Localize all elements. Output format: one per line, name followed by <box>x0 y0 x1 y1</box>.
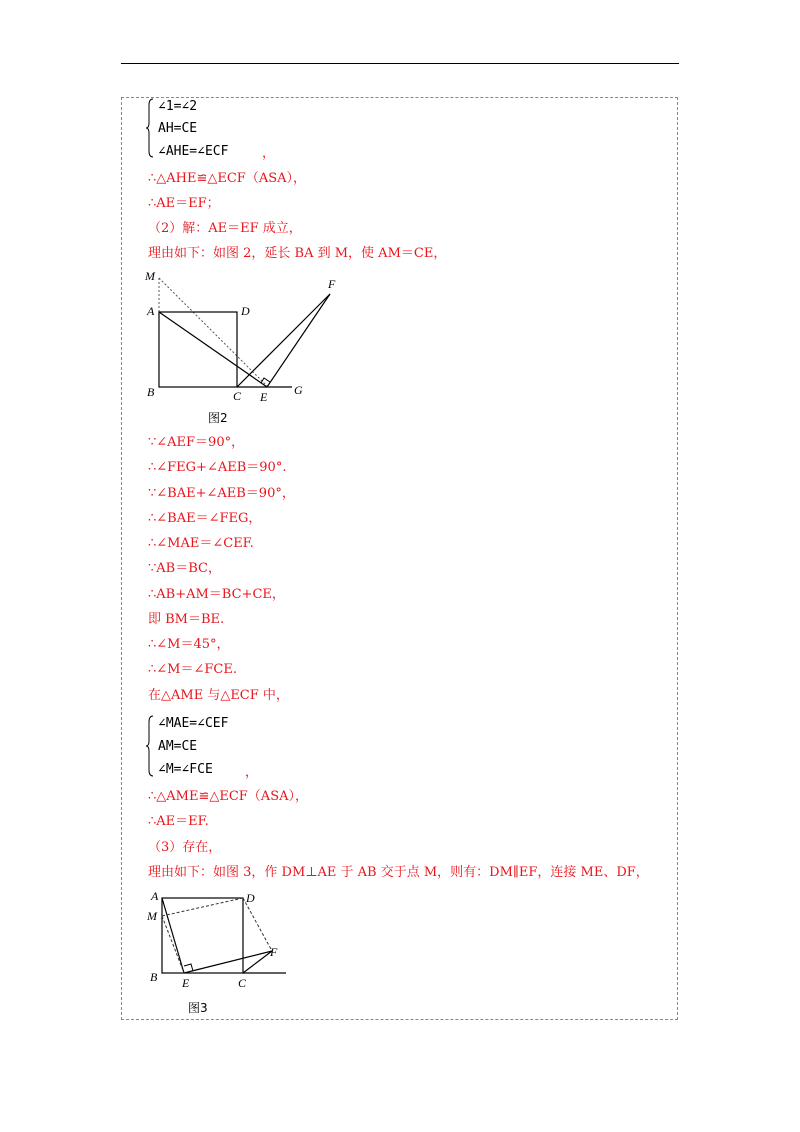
text-line-7: ∵∠BAE+∠AEB＝90°， <box>148 486 295 501</box>
figure-2 <box>140 268 340 416</box>
text-line-19: 理由如下：如图 3，作 DM⊥AE 于 AB 交于点 M，则有：DM∥EF，连接 ME、DF， <box>148 865 649 880</box>
label-d: D <box>246 891 255 905</box>
figure-3-caption: 图3 <box>188 1001 208 1015</box>
segment-cf <box>237 294 330 387</box>
text-line-12: 即 BM＝BE. <box>148 612 225 627</box>
segment-ae <box>162 898 184 973</box>
header-rule <box>121 63 679 64</box>
text-line-18: （3）存在， <box>148 840 222 855</box>
system1-row-2: AH=CE <box>158 121 198 136</box>
label-c: C <box>233 389 242 403</box>
segment-me <box>162 916 184 973</box>
text-line-2: ∴AE＝EF； <box>148 196 220 211</box>
system1-row-1: ∠1=∠2 <box>158 99 198 114</box>
square-abcd <box>159 312 237 387</box>
text-line-10: ∵AB＝BC， <box>148 561 221 576</box>
figure-2-caption: 图2 <box>208 411 228 425</box>
brace-system-1 <box>146 97 154 159</box>
label-e: E <box>182 976 190 990</box>
text-line-14: ∴∠M＝∠FCE. <box>148 662 237 677</box>
segment-ef <box>267 294 330 387</box>
text-line-9: ∴∠MAE＝∠CEF. <box>148 536 254 551</box>
segment-md <box>162 898 243 916</box>
label-m: M <box>145 269 155 283</box>
system1-tail: ， <box>262 146 276 161</box>
figure-3 <box>140 886 300 994</box>
text-line-5: ∵∠AEF＝90°， <box>148 435 245 450</box>
label-f: F <box>270 945 278 959</box>
label-b: B <box>150 970 158 984</box>
system2-row-2: AM=CE <box>158 739 198 754</box>
label-f: F <box>328 277 336 291</box>
label-c: C <box>238 976 247 990</box>
label-a: A <box>147 304 155 318</box>
brace-system-2 <box>146 714 154 778</box>
label-m: M <box>147 909 157 923</box>
label-b: B <box>147 385 155 399</box>
label-g: G <box>294 383 303 397</box>
segment-me <box>159 278 267 386</box>
text-line-4: 理由如下：如图 2，延长 BA 到 M，使 AM＝CE， <box>148 246 447 261</box>
text-line-13: ∴∠M＝45°， <box>148 637 230 652</box>
text-line-17: ∴AE＝EF. <box>148 814 209 829</box>
text-line-16: ∴△AME≌△ECF（ASA）， <box>148 789 308 804</box>
system2-row-3: ∠M=∠FCE <box>158 762 213 777</box>
segment-df <box>243 898 272 951</box>
text-line-1: ∴△AHE≌△ECF（ASA）， <box>148 171 307 186</box>
system2-row-1: ∠MAE=∠CEF <box>158 716 229 731</box>
label-a: A <box>151 889 159 903</box>
segment-ae <box>159 312 267 387</box>
system2-tail: ， <box>245 765 259 780</box>
label-e: E <box>260 390 268 404</box>
right-angle-mark <box>184 964 193 971</box>
system1-row-3: ∠AHE=∠ECF <box>158 144 229 159</box>
text-line-8: ∴∠BAE＝∠FEG， <box>148 511 262 526</box>
text-line-11: ∴AB+AM＝BC+CE， <box>148 587 285 602</box>
right-angle-mark <box>261 378 270 383</box>
text-line-3: （2）解：AE＝EF 成立， <box>148 221 302 236</box>
segment-ef <box>184 951 272 973</box>
label-d: D <box>241 304 250 318</box>
text-line-15: 在△AME 与△ECF 中， <box>148 688 289 703</box>
text-line-6: ∴∠FEG+∠AEB＝90°. <box>148 460 287 475</box>
